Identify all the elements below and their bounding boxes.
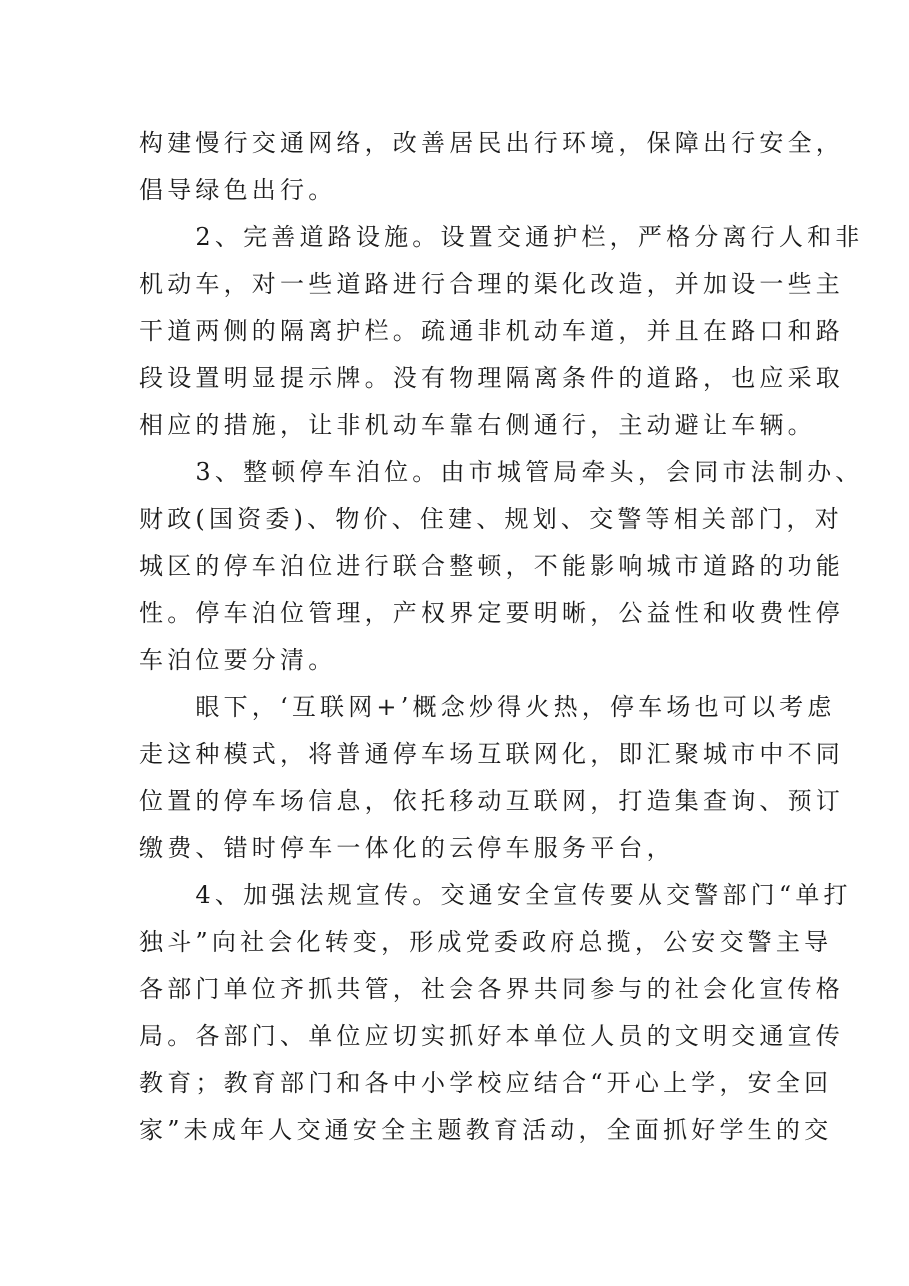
text-line: 财政(国资委)、物价、住建、规划、交警等相关部门，对 [139,505,843,533]
text-line: 位置的停车场信息，依托移动互联网，打造集查询、预订 [139,787,844,815]
text-line: 缴费、错时停车一体化的云停车服务平台， [139,834,675,862]
text-line: 倡导绿色出行。 [139,176,337,204]
text-line: 城区的停车泊位进行联合整顿，不能影响城市道路的功能 [139,552,844,580]
text-line: 各部门单位齐抓共管，社会各界共同参与的社会化宣传格 [139,975,844,1003]
text-line: 家”未成年人交通安全主题教育活动，全面抓好学生的交 [139,1116,833,1144]
text-line: 机动车，对一些道路进行合理的渠化改造，并加设一些主 [139,270,844,298]
text-line: 4、加强法规宣传。交通安全宣传要从交警部门“单打 [139,881,852,909]
text-line: 2、完善道路设施。设置交通护栏，严格分离行人和非 [139,223,864,251]
text-line: 性。停车泊位管理，产权界定要明晰，公益性和收费性停 [139,599,844,627]
text-line: 段设置明显提示牌。没有物理隔离条件的道路，也应采取 [139,364,844,392]
text-line: 相应的措施，让非机动车靠右侧通行，主动避让车辆。 [139,411,816,439]
document-body [139,120,864,1154]
text-line: 眼下，‘互联网+’概念炒得火热，停车场也可以考虑 [139,693,836,721]
text-line: 局。各部门、单位应切实抓好本单位人员的文明交通宣传 [139,1022,844,1050]
text-line: 教育；教育部门和各中小学校应结合“开心上学，安全回 [139,1069,833,1097]
text-line: 走这种模式，将普通停车场互联网化，即汇聚城市中不同 [139,740,844,768]
text-line: 构建慢行交通网络，改善居民出行环境，保障出行安全， [139,129,844,157]
text-line: 车泊位要分清。 [139,646,337,674]
text-line: 独斗”向社会化转变，形成党委政府总揽，公安交警主导 [139,928,833,956]
text-line: 干道两侧的隔离护栏。疏通非机动车道，并且在路口和路 [139,317,844,345]
text-line: 3、整顿停车泊位。由市城管局牵头，会同市法制办、 [139,458,864,486]
